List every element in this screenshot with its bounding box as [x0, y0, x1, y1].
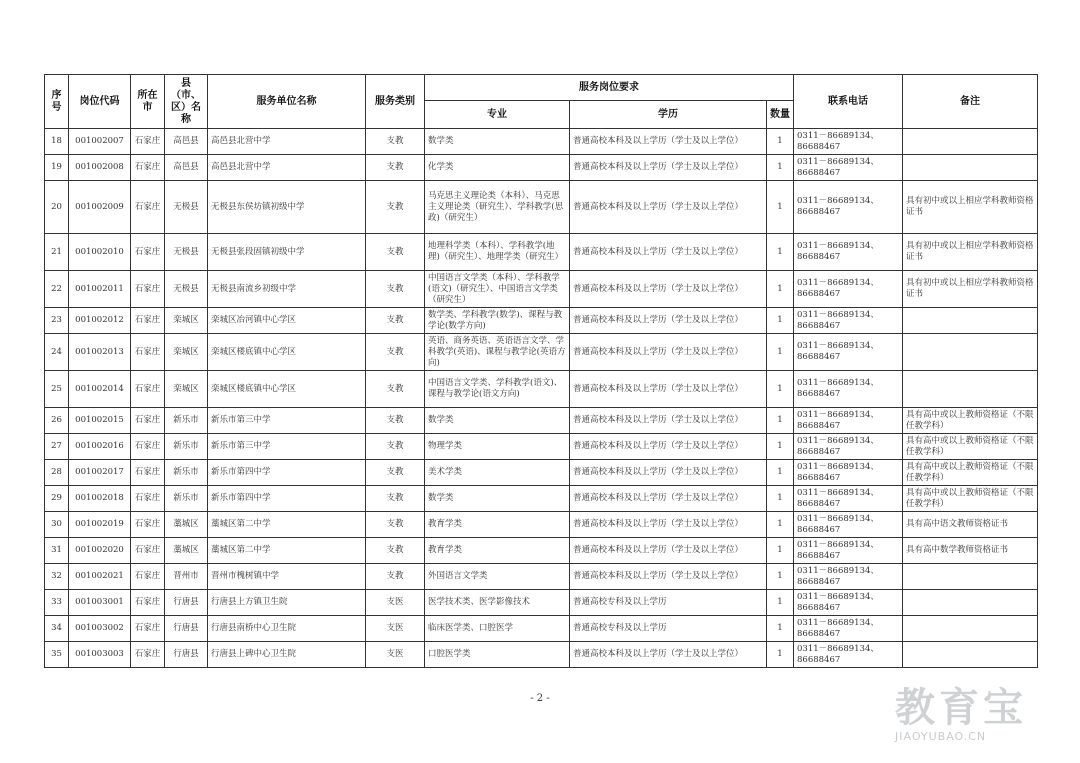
cell-code: 001002018 — [69, 486, 131, 512]
cell-county: 无极县 — [165, 181, 208, 234]
cell-unit: 栾城区楼底镇中心学区 — [208, 371, 366, 408]
cell-seq: 26 — [45, 408, 69, 434]
cell-seq: 22 — [45, 271, 69, 308]
cell-phone: 0311－86689134、86688467 — [794, 616, 903, 642]
cell-code: 001003001 — [69, 590, 131, 616]
cell-unit: 高邑县北营中学 — [208, 155, 366, 181]
cell-major: 数学类 — [425, 129, 570, 155]
cell-education: 普通高校本科及以上学历（学士及以上学位） — [570, 271, 767, 308]
cell-quantity: 1 — [767, 271, 794, 308]
cell-county: 新乐市 — [165, 486, 208, 512]
positions-table — [44, 74, 1038, 668]
cell-remark — [903, 564, 1038, 590]
cell-category: 支医 — [366, 616, 425, 642]
cell-county: 栾城区 — [165, 308, 208, 334]
cell-seq: 35 — [45, 642, 69, 668]
cell-city: 石家庄 — [131, 271, 165, 308]
cell-major: 数学类 — [425, 486, 570, 512]
watermark-text: 教育宝 — [895, 685, 1027, 731]
cell-major: 医学技术类、医学影像技术 — [425, 590, 570, 616]
cell-remark — [903, 590, 1038, 616]
cell-code: 001002019 — [69, 512, 131, 538]
cell-remark — [903, 616, 1038, 642]
cell-category: 支教 — [366, 371, 425, 408]
cell-city: 石家庄 — [131, 234, 165, 271]
cell-category: 支教 — [366, 334, 425, 371]
table-row — [45, 538, 1038, 564]
cell-phone: 0311－86689134、86688467 — [794, 564, 903, 590]
cell-code: 001002021 — [69, 564, 131, 590]
cell-unit: 栾城区楼底镇中心学区 — [208, 334, 366, 371]
cell-phone: 0311－86689134、86688467 — [794, 434, 903, 460]
cell-phone: 0311－86689134、86688467 — [794, 271, 903, 308]
cell-unit: 行唐县上方镇卫生院 — [208, 590, 366, 616]
cell-unit: 行唐县南桥中心卫生院 — [208, 616, 366, 642]
cell-major: 化学类 — [425, 155, 570, 181]
cell-phone: 0311－86689134、86688467 — [794, 181, 903, 234]
cell-category: 支教 — [366, 308, 425, 334]
cell-quantity: 1 — [767, 334, 794, 371]
cell-quantity: 1 — [767, 564, 794, 590]
page-number: - 2 - — [530, 693, 550, 704]
cell-code: 001002007 — [69, 129, 131, 155]
table-row — [45, 155, 1038, 181]
table-row — [45, 512, 1038, 538]
cell-unit: 晋州市槐树镇中学 — [208, 564, 366, 590]
cell-remark: 具有高中或以上教师资格证（不限任教学科） — [903, 434, 1038, 460]
cell-phone: 0311－86689134、86688467 — [794, 155, 903, 181]
cell-category: 支教 — [366, 460, 425, 486]
cell-quantity: 1 — [767, 371, 794, 408]
cell-remark: 具有高中或以上教师资格证（不限任教学科） — [903, 408, 1038, 434]
cell-phone: 0311－86689134、86688467 — [794, 512, 903, 538]
cell-city: 石家庄 — [131, 155, 165, 181]
cell-quantity: 1 — [767, 434, 794, 460]
cell-city: 石家庄 — [131, 564, 165, 590]
cell-remark: 具有初中或以上相应学科教师资格证书 — [903, 181, 1038, 234]
cell-category: 支教 — [366, 408, 425, 434]
cell-phone: 0311－86689134、86688467 — [794, 234, 903, 271]
table-row — [45, 181, 1038, 234]
cell-remark: 具有高中语文教师资格证书 — [903, 512, 1038, 538]
header-phone: 联系电话 — [794, 75, 903, 129]
table-row — [45, 616, 1038, 642]
header-quantity: 数量 — [767, 101, 794, 129]
cell-county: 藁城区 — [165, 538, 208, 564]
table-row — [45, 408, 1038, 434]
cell-code: 001003003 — [69, 642, 131, 668]
header-county: 县（市、区）名称 — [165, 75, 208, 129]
cell-city: 石家庄 — [131, 616, 165, 642]
cell-code: 001002008 — [69, 155, 131, 181]
table-row — [45, 564, 1038, 590]
cell-major: 中国语言文学类（本科）、学科教学(语文)（研究生）、中国语言文学类（研究生） — [425, 271, 570, 308]
cell-major: 英语、商务英语、英语语言文学、学科教学(英语)、课程与教学论(英语方向) — [425, 334, 570, 371]
cell-city: 石家庄 — [131, 538, 165, 564]
cell-education: 普通高校本科及以上学历（学士及以上学位） — [570, 181, 767, 234]
cell-quantity: 1 — [767, 486, 794, 512]
cell-education: 普通高校本科及以上学历（学士及以上学位） — [570, 512, 767, 538]
cell-unit: 无极县南流乡初级中学 — [208, 271, 366, 308]
cell-education: 普通高校本科及以上学历（学士及以上学位） — [570, 564, 767, 590]
cell-code: 001002020 — [69, 538, 131, 564]
cell-phone: 0311－86689134、86688467 — [794, 538, 903, 564]
cell-education: 普通高校本科及以上学历（学士及以上学位） — [570, 129, 767, 155]
cell-city: 石家庄 — [131, 129, 165, 155]
cell-education: 普通高校本科及以上学历（学士及以上学位） — [570, 460, 767, 486]
cell-seq: 25 — [45, 371, 69, 408]
cell-category: 支医 — [366, 590, 425, 616]
cell-unit: 无极县东侯坊镇初级中学 — [208, 181, 366, 234]
cell-phone: 0311－86689134、86688467 — [794, 590, 903, 616]
cell-seq: 24 — [45, 334, 69, 371]
table-row — [45, 129, 1038, 155]
cell-category: 支教 — [366, 564, 425, 590]
cell-seq: 23 — [45, 308, 69, 334]
cell-seq: 32 — [45, 564, 69, 590]
watermark-url: JIAOYUBAO.CN — [895, 730, 987, 743]
cell-phone: 0311－86689134、86688467 — [794, 371, 903, 408]
cell-education: 普通高校本科及以上学历（学士及以上学位） — [570, 155, 767, 181]
header-unit: 服务单位名称 — [208, 75, 366, 129]
watermark-logo — [895, 686, 1065, 748]
cell-remark — [903, 308, 1038, 334]
cell-county: 高邑县 — [165, 155, 208, 181]
cell-unit: 新乐市第三中学 — [208, 434, 366, 460]
cell-seq: 29 — [45, 486, 69, 512]
cell-code: 001002009 — [69, 181, 131, 234]
cell-code: 001003002 — [69, 616, 131, 642]
cell-county: 行唐县 — [165, 590, 208, 616]
header-requirements: 服务岗位要求 — [425, 75, 794, 101]
cell-education: 普通高校本科及以上学历（学士及以上学位） — [570, 334, 767, 371]
cell-quantity: 1 — [767, 408, 794, 434]
cell-seq: 18 — [45, 129, 69, 155]
cell-category: 支医 — [366, 642, 425, 668]
cell-phone: 0311－86689134、86688467 — [794, 408, 903, 434]
cell-county: 行唐县 — [165, 642, 208, 668]
cell-major: 临床医学类、口腔医学 — [425, 616, 570, 642]
cell-phone: 0311－86689134、86688467 — [794, 486, 903, 512]
cell-seq: 34 — [45, 616, 69, 642]
cell-county: 栾城区 — [165, 371, 208, 408]
table-row — [45, 642, 1038, 668]
cell-major: 数学类、学科教学(数学)、课程与教学论(数学方向) — [425, 308, 570, 334]
cell-quantity: 1 — [767, 460, 794, 486]
cell-category: 支教 — [366, 434, 425, 460]
cell-major: 地理科学类（本科）、学科教学(地理)（研究生）、地理学类（研究生） — [425, 234, 570, 271]
cell-remark: 具有初中或以上相应学科教师资格证书 — [903, 271, 1038, 308]
cell-code: 001002013 — [69, 334, 131, 371]
cell-seq: 21 — [45, 234, 69, 271]
table-row — [45, 334, 1038, 371]
cell-category: 支教 — [366, 129, 425, 155]
cell-unit: 高邑县北营中学 — [208, 129, 366, 155]
cell-seq: 33 — [45, 590, 69, 616]
cell-category: 支教 — [366, 512, 425, 538]
cell-seq: 31 — [45, 538, 69, 564]
cell-code: 001002010 — [69, 234, 131, 271]
cell-code: 001002012 — [69, 308, 131, 334]
cell-major: 中国语言文学类、学科教学(语文)、课程与教学论(语文方向) — [425, 371, 570, 408]
header-city: 所在市 — [131, 75, 165, 129]
table-row — [45, 271, 1038, 308]
cell-education: 普通高校本科及以上学历（学士及以上学位） — [570, 538, 767, 564]
header-seq: 序号 — [45, 75, 69, 129]
cell-city: 石家庄 — [131, 408, 165, 434]
cell-county: 新乐市 — [165, 408, 208, 434]
cell-seq: 19 — [45, 155, 69, 181]
cell-phone: 0311－86689134、86688467 — [794, 308, 903, 334]
cell-county: 高邑县 — [165, 129, 208, 155]
cell-quantity: 1 — [767, 155, 794, 181]
cell-education: 普通高校专科及以上学历 — [570, 590, 767, 616]
cell-remark: 具有初中或以上相应学科教师资格证书 — [903, 234, 1038, 271]
cell-code: 001002011 — [69, 271, 131, 308]
cell-category: 支教 — [366, 538, 425, 564]
cell-remark: 具有高中数学教师资格证书 — [903, 538, 1038, 564]
cell-county: 无极县 — [165, 271, 208, 308]
cell-major: 美术学类 — [425, 460, 570, 486]
cell-unit: 无极县张段固镇初级中学 — [208, 234, 366, 271]
cell-county: 栾城区 — [165, 334, 208, 371]
cell-county: 晋州市 — [165, 564, 208, 590]
cell-remark — [903, 642, 1038, 668]
cell-city: 石家庄 — [131, 460, 165, 486]
cell-phone: 0311－86689134、86688467 — [794, 334, 903, 371]
cell-remark — [903, 371, 1038, 408]
cell-remark: 具有高中或以上教师资格证（不限任教学科） — [903, 486, 1038, 512]
cell-code: 001002016 — [69, 434, 131, 460]
cell-code: 001002017 — [69, 460, 131, 486]
cell-seq: 27 — [45, 434, 69, 460]
cell-quantity: 1 — [767, 538, 794, 564]
table-row — [45, 486, 1038, 512]
cell-city: 石家庄 — [131, 590, 165, 616]
cell-unit: 行唐县上碑中心卫生院 — [208, 642, 366, 668]
header-category: 服务类别 — [366, 75, 425, 129]
table-row — [45, 371, 1038, 408]
header-education: 学历 — [570, 101, 767, 129]
cell-category: 支教 — [366, 271, 425, 308]
cell-city: 石家庄 — [131, 371, 165, 408]
cell-major: 物理学类 — [425, 434, 570, 460]
cell-county: 新乐市 — [165, 460, 208, 486]
header-remark: 备注 — [903, 75, 1038, 129]
cell-seq: 28 — [45, 460, 69, 486]
cell-major: 马克思主义理论类（本科）、马克思主义理论类（研究生）、学科教学(思政)（研究生） — [425, 181, 570, 234]
cell-category: 支教 — [366, 181, 425, 234]
cell-city: 石家庄 — [131, 334, 165, 371]
table-body — [45, 129, 1038, 668]
cell-unit: 新乐市第三中学 — [208, 408, 366, 434]
table-row — [45, 460, 1038, 486]
cell-county: 藁城区 — [165, 512, 208, 538]
cell-city: 石家庄 — [131, 308, 165, 334]
cell-quantity: 1 — [767, 642, 794, 668]
cell-remark: 具有高中或以上教师资格证（不限任教学科） — [903, 460, 1038, 486]
cell-remark — [903, 129, 1038, 155]
cell-major: 教育学类 — [425, 538, 570, 564]
cell-phone: 0311－86689134、86688467 — [794, 642, 903, 668]
cell-category: 支教 — [366, 486, 425, 512]
cell-education: 普通高校专科及以上学历 — [570, 616, 767, 642]
table-row — [45, 308, 1038, 334]
cell-phone: 0311－86689134、86688467 — [794, 129, 903, 155]
cell-city: 石家庄 — [131, 434, 165, 460]
cell-code: 001002015 — [69, 408, 131, 434]
cell-unit: 藁城区第二中学 — [208, 538, 366, 564]
cell-major: 外国语言文学类 — [425, 564, 570, 590]
cell-category: 支教 — [366, 234, 425, 271]
table-row — [45, 590, 1038, 616]
cell-quantity: 1 — [767, 512, 794, 538]
cell-quantity: 1 — [767, 308, 794, 334]
cell-city: 石家庄 — [131, 486, 165, 512]
header-code: 岗位代码 — [69, 75, 131, 129]
cell-seq: 20 — [45, 181, 69, 234]
cell-county: 无极县 — [165, 234, 208, 271]
cell-quantity: 1 — [767, 129, 794, 155]
cell-education: 普通高校本科及以上学历（学士及以上学位） — [570, 642, 767, 668]
cell-county: 行唐县 — [165, 616, 208, 642]
cell-major: 口腔医学类 — [425, 642, 570, 668]
cell-quantity: 1 — [767, 590, 794, 616]
cell-category: 支教 — [366, 155, 425, 181]
cell-unit: 新乐市第四中学 — [208, 486, 366, 512]
cell-remark — [903, 334, 1038, 371]
cell-unit: 栾城区冶河镇中心学区 — [208, 308, 366, 334]
cell-remark — [903, 155, 1038, 181]
cell-major: 数学类 — [425, 408, 570, 434]
cell-city: 石家庄 — [131, 512, 165, 538]
cell-education: 普通高校本科及以上学历（学士及以上学位） — [570, 486, 767, 512]
cell-phone: 0311－86689134、86688467 — [794, 460, 903, 486]
cell-quantity: 1 — [767, 181, 794, 234]
cell-city: 石家庄 — [131, 181, 165, 234]
cell-city: 石家庄 — [131, 642, 165, 668]
cell-code: 001002014 — [69, 371, 131, 408]
cell-education: 普通高校本科及以上学历（学士及以上学位） — [570, 371, 767, 408]
cell-education: 普通高校本科及以上学历（学士及以上学位） — [570, 308, 767, 334]
cell-education: 普通高校本科及以上学历（学士及以上学位） — [570, 408, 767, 434]
cell-seq: 30 — [45, 512, 69, 538]
cell-quantity: 1 — [767, 234, 794, 271]
cell-education: 普通高校本科及以上学历（学士及以上学位） — [570, 434, 767, 460]
table-row — [45, 434, 1038, 460]
table-row — [45, 234, 1038, 271]
cell-education: 普通高校本科及以上学历（学士及以上学位） — [570, 234, 767, 271]
header-major: 专业 — [425, 101, 570, 129]
cell-unit: 新乐市第四中学 — [208, 460, 366, 486]
cell-county: 新乐市 — [165, 434, 208, 460]
cell-unit: 藁城区第二中学 — [208, 512, 366, 538]
cell-major: 教育学类 — [425, 512, 570, 538]
cell-quantity: 1 — [767, 616, 794, 642]
